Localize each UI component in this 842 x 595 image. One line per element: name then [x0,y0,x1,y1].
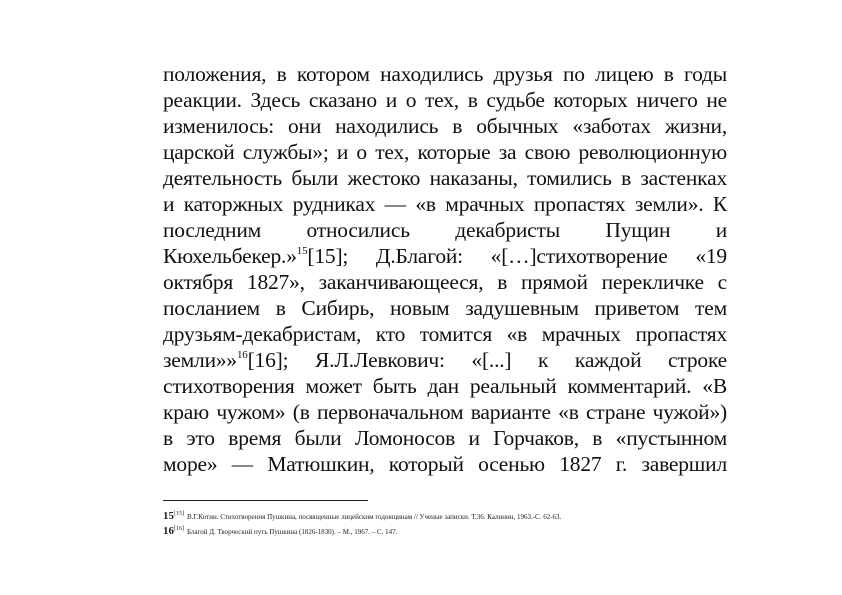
footnote-ref-16[interactable]: 16 [236,349,248,361]
text-segment: земли»» [163,348,237,372]
footnote-anchor[interactable]: [15] [174,511,184,517]
text-line: деятельность были жестоко наказаны, томились в застенках [163,166,727,190]
text-line: царской службы»; и о тех, которые за свою революционную [163,140,727,164]
text-line-with-footnote-ref [163,347,727,373]
text-line: октября 1827», заканчивающееся, в прямой перекличке с [163,270,727,294]
text-line: посланием в Сибирь, новым задушевным приветом тем [163,296,727,320]
footnote-15 [163,511,723,522]
footnote-ref-15[interactable]: 15 [296,245,308,257]
text-line-with-footnote-ref [163,243,727,269]
text-segment: [15]; Д.Благой: «[…]стихотворение «19 [307,244,727,268]
text-line: последним относились декабристы Пущин и [163,218,727,242]
text-line: друзьям-декабристам, кто томится «в мрачных пропастях [163,322,727,346]
text-line: реакции. Здесь сказано и о тех, в судьбе которых ничего не [163,88,727,112]
text-line: в это время были Ломоносов и Горчаков, в «пустынном [163,426,727,450]
text-segment: [16]; Я.Л.Левкович: «[...] к каждой строке [247,348,727,372]
footnote-text: Благой Д. Творческий путь Пушкина (1826-1830). – М., 1967. – С. 147. [187,528,398,536]
text-segment: Кюхельбекер.» [163,244,297,268]
text-line: краю чужом» (в первоначальном варианте «в стране чужой») [163,400,727,424]
text-line: море» — Матюшкин, который осенью 1827 г. завершил [163,452,727,476]
footnote-text: В.Г.Котин. Стихотворения Пушкина, посвященные лицейским годовщинам // Ученые записки. Т.36. Калинин, 1963.-С. 62-63. [187,513,562,521]
footnote-number: 16 [163,525,174,537]
footnote-16 [163,526,723,537]
footnote-anchor[interactable]: [16] [174,526,184,532]
text-line: и каторжных рудниках — «в мрачных пропастях земли». К [163,192,727,216]
text-line: изменилось: они находились в обычных «заботах жизни, [163,114,727,138]
footnote-number: 15 [163,510,174,522]
text-line: положения, в котором находились друзья по лицею в годы [163,62,727,86]
footnote-divider [163,500,368,501]
text-line: стихотворения может быть дан реальный комментарий. «В [163,374,727,398]
